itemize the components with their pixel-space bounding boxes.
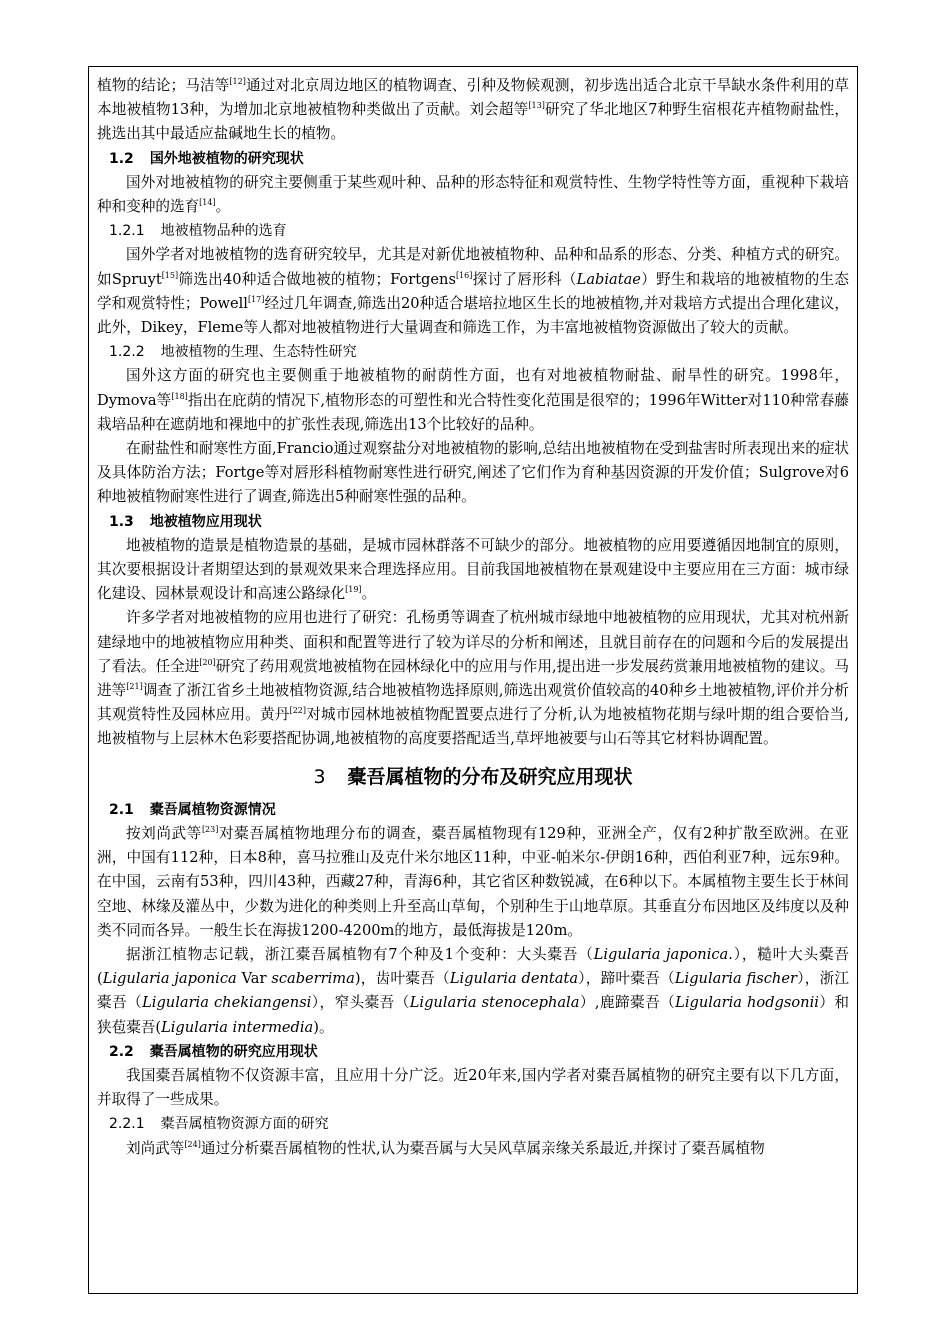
latin-name: Ligularia hodgsonii <box>675 994 819 1012</box>
body-paragraph <box>97 1064 849 1112</box>
text-run: 探讨了唇形科（ <box>472 270 577 288</box>
citation-ref: [19] <box>345 585 362 595</box>
heading-text: 地被植物的生理、生态特性研究 <box>160 344 357 361</box>
text-run: 地被植物的造景是植物造景的基础，是城市园林群落不可缺少的部分。地被植物的应用要遵循因地制宜的原则，其次要根据设计者期望达到的景观效果来合理选择应用。目前我国地被植物在景观建设中主要应用在三方面：城市绿化建设、园林景观设计和高速公路绿化 <box>97 536 849 603</box>
heading-number: 2.2 <box>109 1043 134 1060</box>
text-run: 。 <box>215 198 231 216</box>
text-run: ），浙江橐吾（ <box>97 970 850 1012</box>
text-run: ）野生和栽培的地被植物的生态学和观赏特性；Powell <box>97 270 849 312</box>
text-run: ），糙叶大头橐吾( <box>97 945 849 988</box>
text-run: 刘尚武等 <box>126 1139 185 1157</box>
text-run: Var <box>236 970 272 988</box>
body-paragraph <box>97 364 849 437</box>
citation-ref: [17] <box>247 294 265 304</box>
citation-ref: [14] <box>199 198 216 208</box>
text-run: 通过对北京周边地区的植物调查、引种及物候观测，初步选出适合北京干旱缺水条件利用的草本地被植物13种，为增加北京地被植物种类做出了贡献。刘会超等 <box>97 77 849 119</box>
body-paragraph <box>97 437 849 510</box>
heading-number: 1.3 <box>109 513 134 530</box>
text-run: 通过分析橐吾属植物的性状,认为橐吾属与大吴风草属亲缘关系最近,并探讨了橐吾属植物 <box>200 1139 765 1157</box>
heading-number: 1.2.1 <box>109 223 145 240</box>
heading-number: 1.2.2 <box>109 344 145 361</box>
body-paragraph <box>97 534 849 607</box>
text-run: 据浙江植物志记载，浙江橐吾属植物有7个种及1个变种：大头橐吾（ <box>126 945 594 963</box>
text-run: 植物的结论；马洁等 <box>97 77 230 94</box>
body-paragraph <box>97 74 849 147</box>
text-run: 筛选出40种适合做地被的植物；Fortgens <box>178 270 456 288</box>
text-run: )。 <box>313 1018 334 1036</box>
citation-ref: [23] <box>201 825 219 835</box>
text-run: )，齿叶橐吾（ <box>354 970 450 988</box>
text-run: 国外这方面的研究也主要侧重于地被植物的耐荫性方面，也有对地被植物耐盐、耐旱性的研究。1998年，Dymova等 <box>97 367 849 409</box>
latin-name: Labiatae <box>576 270 641 288</box>
text-run: 调查了浙江省乡土地被植物资源,结合地被植物选择原则,筛选出观赏价值较高的40种乡土地被植物,评价并分析其观赏特性及园林应用。黄丹 <box>97 682 849 724</box>
heading-text: 橐吾属植物资源方面的研究 <box>160 1116 329 1133</box>
text-run: 经过几年调查,筛选出20种适合堪培拉地区生长的地被植物,并对栽培方式提出合理化建议，此外，Dikey，Fleme等人都对地被植物进行大量调查和筛选工作，为丰富地被植物资源做出了较大的贡献。 <box>97 294 849 337</box>
subsection-heading <box>97 1112 849 1136</box>
subsection-heading <box>97 219 849 243</box>
latin-name: Ligularia chekiangensi <box>142 994 312 1012</box>
document-body <box>97 74 849 1161</box>
heading-text: 橐吾属植物的分布及研究应用现状 <box>347 765 633 788</box>
heading-text: 地被植物应用现状 <box>149 513 262 530</box>
citation-ref: [20] <box>199 658 216 668</box>
body-paragraph <box>97 171 849 219</box>
text-run: 对橐吾属植物地理分布的调查，橐吾属植物现有129种，亚洲全产，仅有2种扩散至欧洲。在亚洲，中国有112种，日本8种，喜马拉雅山及克什米尔地区11种，中亚-帕米尔-伊朗16种，西伯利亚7种，远东9种。在中国，云南有53种，四川43种，西藏27种，青海6种，其它省区种数锐减，在6种以下。本属植物主要生长于林间空地、林缘及灌丛中，少数为进化的种类则上升至高山草甸，个别种生于山地草原。其垂直分布因地区及纬度以及种类不同而各异。一般生长在海拔1200-4200m的地方，最低海拔是120m。 <box>97 824 849 939</box>
latin-name: Ligularia intermedia <box>161 1018 314 1036</box>
citation-ref: [22] <box>289 706 306 716</box>
body-paragraph <box>97 243 849 340</box>
chapter-heading <box>97 760 849 794</box>
latin-name: scaberrima <box>271 970 355 988</box>
document-frame <box>88 66 858 1294</box>
text-run: 我国橐吾属植物不仅资源丰富，且应用十分广泛。近20年来,国内学者对橐吾属植物的研究主要有以下几方面，并取得了一些成果。 <box>97 1066 849 1109</box>
citation-ref: [24] <box>184 1139 201 1149</box>
citation-ref: [21] <box>126 682 143 692</box>
section-heading <box>97 1040 849 1064</box>
text-run: 对城市园林地被植物配置要点进行了分析,认为地被植物花期与绿叶期的组合要恰当,地被植物与上层林木色彩要搭配协调,地被植物的高度要搭配适当,草坪地被要与山石等其它材料协调配置。 <box>97 706 849 748</box>
text-run: 。 <box>361 585 377 603</box>
section-heading <box>97 798 849 822</box>
heading-text: 国外地被植物的研究现状 <box>149 150 304 167</box>
latin-name: Ligularia stenocephala <box>409 994 580 1012</box>
text-run: 指出在庇荫的情况下,植物形态的可塑性和光合特性变化范围是很窄的；1996年Witter对110种常春藤栽培品种在遮荫地和裸地中的扩张性表现,筛选出13个比较好的品种。 <box>97 391 850 433</box>
text-run: ）和狭苞橐吾( <box>97 994 849 1036</box>
heading-text: 地被植物品种的选育 <box>160 223 287 240</box>
section-heading <box>97 510 849 534</box>
text-run: ）,鹿蹄橐吾（ <box>579 994 676 1012</box>
heading-number: 2.2.1 <box>109 1116 145 1133</box>
citation-ref: [13] <box>528 101 545 111</box>
section-heading <box>97 147 849 171</box>
latin-name: Ligularia fischer <box>674 970 797 988</box>
text-run: 许多学者对地被植物的应用也进行了研究：孔杨勇等调查了杭州城市绿地中地被植物的应用现状，尤其对杭州新建绿地中的地被植物应用种类、面积和配置等进行了较为详尽的分析和阐述，且就目前存在的问题和今后的发展提出了看法。任全进 <box>97 609 849 675</box>
subsection-heading <box>97 340 849 364</box>
citation-ref: [15] <box>161 270 179 280</box>
heading-number: 3 <box>313 765 326 788</box>
heading-number: 1.2 <box>109 150 134 167</box>
text-run: 在耐盐性和耐寒性方面,Francio通过观察盐分对地被植物的影响,总结出地被植物在受到盐害时所表现出来的症状及具体防治方法；Fortge等对唇形科植物耐寒性进行研究,阐述了它们作为育种基因资源的开发价值；Sulgrove对6种地被植物耐寒性进行了调查,筛选出5种耐寒性强的品种。 <box>97 440 849 506</box>
text-run: 国外学者对地被植物的选育研究较早，尤其是对新优地被植物种、品种和品系的形态、分类、种植方式的研究。如Spruyt <box>97 246 849 288</box>
heading-text: 橐吾属植物资源情况 <box>149 801 276 818</box>
text-run: ），蹄叶橐吾（ <box>578 970 675 988</box>
citation-ref: [16] <box>455 270 473 280</box>
heading-text: 橐吾属植物的研究应用现状 <box>149 1043 318 1060</box>
text-run: ），窄头橐吾（ <box>311 994 410 1012</box>
body-paragraph <box>97 1137 849 1161</box>
body-paragraph <box>97 943 849 1040</box>
body-paragraph <box>97 822 849 943</box>
text-run: 研究了药用观赏地被植物在园林绿化中的应用与作用,提出进一步发展药赏兼用地被植物的建议。马进等 <box>97 657 849 700</box>
body-paragraph <box>97 606 849 751</box>
latin-name: Ligularia japonica <box>102 970 237 988</box>
latin-name: Ligularia japonica. <box>593 945 733 963</box>
citation-ref: [18] <box>171 391 188 401</box>
latin-name: Ligularia dentata <box>449 970 579 988</box>
citation-ref: [12] <box>229 77 246 87</box>
heading-number: 2.1 <box>109 801 134 818</box>
text-run: 国外对地被植物的研究主要侧重于某些观叶种、品种的形态特征和观赏特性、生物学特性等方面，重视种下栽培种和变种的选育 <box>97 173 849 216</box>
text-run: 按刘尚武等 <box>126 824 202 842</box>
text-run: 研究了华北地区7种野生宿根花卉植物耐盐性，挑选出其中最适应盐碱地生长的植物。 <box>97 101 849 143</box>
